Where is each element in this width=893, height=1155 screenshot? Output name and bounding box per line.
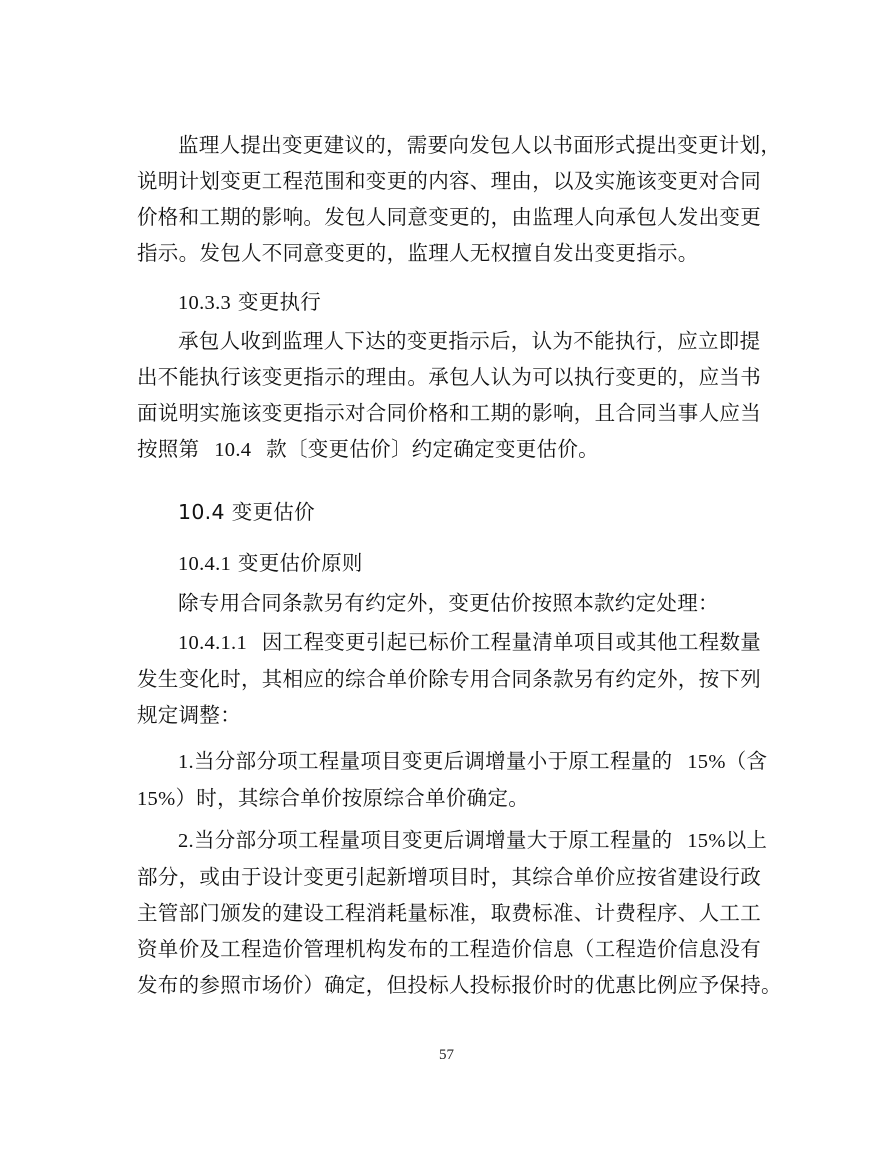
section-title: 变更估价 [231, 500, 315, 524]
percentage: 15% [137, 788, 176, 810]
percentage: 15% [687, 751, 726, 773]
text-fragment: 款〔变更估价〕约定确定变更估价。 [266, 437, 599, 461]
text-line: 规定调整： [137, 703, 241, 727]
text-line: 发生变化时，其相应的综合单价除专用合同条款另有约定外，按下列 [137, 667, 761, 691]
list-item-2 [137, 822, 782, 1003]
section-title: 变更估价原则 [237, 551, 363, 575]
page-number: 57 [439, 1047, 454, 1063]
text-fragment: 当分部分项工程量项目变更后调增量大于原工程量的 [193, 828, 673, 852]
list-item-1 [137, 743, 768, 817]
section-10-3-3-heading [137, 284, 764, 321]
paragraph-valuation-intro [137, 585, 764, 621]
section-10-4-heading [178, 497, 315, 527]
text-fragment: （含 [725, 749, 768, 773]
text-line: 除专用合同条款另有约定外，变更估价按照本款约定处理： [178, 591, 719, 615]
text-line: 承包人收到监理人下达的变更指示后，认为不能执行，应立即提 [178, 329, 761, 353]
percentage: 15% [687, 830, 726, 852]
text-line: 监理人提出变更建议的，需要向发包人以书面形式提出变更计划， [178, 133, 782, 157]
section-title: 变更执行 [237, 290, 322, 314]
section-number: 10.4 [178, 500, 225, 524]
section-number: 10.4.1 [178, 553, 232, 575]
text-fragment: ）时，其综合单价按原综合单价确定。 [175, 786, 530, 810]
section-10-4-1-heading [137, 545, 764, 582]
clause-reference-number: 10.4 [214, 439, 252, 461]
text-line: 出不能执行该变更指示的理由。承包人认为可以执行变更的，应当书 [137, 365, 761, 389]
text-fragment: 以上 [725, 828, 768, 852]
text-line: 主管部门颁发的建设工程消耗量标准，取费标准、计费程序、人工工 [137, 901, 761, 925]
text-line: 发布的参照市场价）确定，但投标人投标报价时的优惠比例应予保持。 [137, 973, 782, 997]
paragraph-change-execution [137, 323, 764, 468]
text-fragment: 按照第 [137, 437, 200, 461]
text-fragment: 因工程变更引起已标价工程量清单项目或其他工程数量 [261, 630, 762, 654]
list-item-number: 1. [178, 751, 194, 773]
text-line: 说明计划变更工程范围和变更的内容、理由，以及实施该变更对合同 [137, 169, 761, 193]
clause-number: 10.4.1.1 [178, 632, 248, 654]
text-line: 价格和工期的影响。发包人同意变更的，由监理人向承包人发出变更 [137, 205, 761, 229]
paragraph-change-proposal [137, 127, 782, 271]
text-line: 资单价及工程造价管理机构发布的工程造价信息（工程造价信息没有 [137, 937, 761, 961]
text-line: 指示。发包人不同意变更的，监理人无权擅自发出变更指示。 [137, 241, 699, 265]
section-number: 10.3.3 [178, 292, 232, 314]
clause-10-4-1-1 [137, 624, 764, 733]
list-item-number: 2. [178, 830, 194, 852]
text-line: 面说明实施该变更指示对合同价格和工期的影响，且合同当事人应当 [137, 401, 761, 425]
text-line: 部分，或由于设计变更引起新增项目时，其综合单价应按省建设行政 [137, 865, 761, 889]
text-line [137, 431, 764, 468]
text-fragment: 当分部分项工程量项目变更后调增量小于原工程量的 [193, 749, 673, 773]
